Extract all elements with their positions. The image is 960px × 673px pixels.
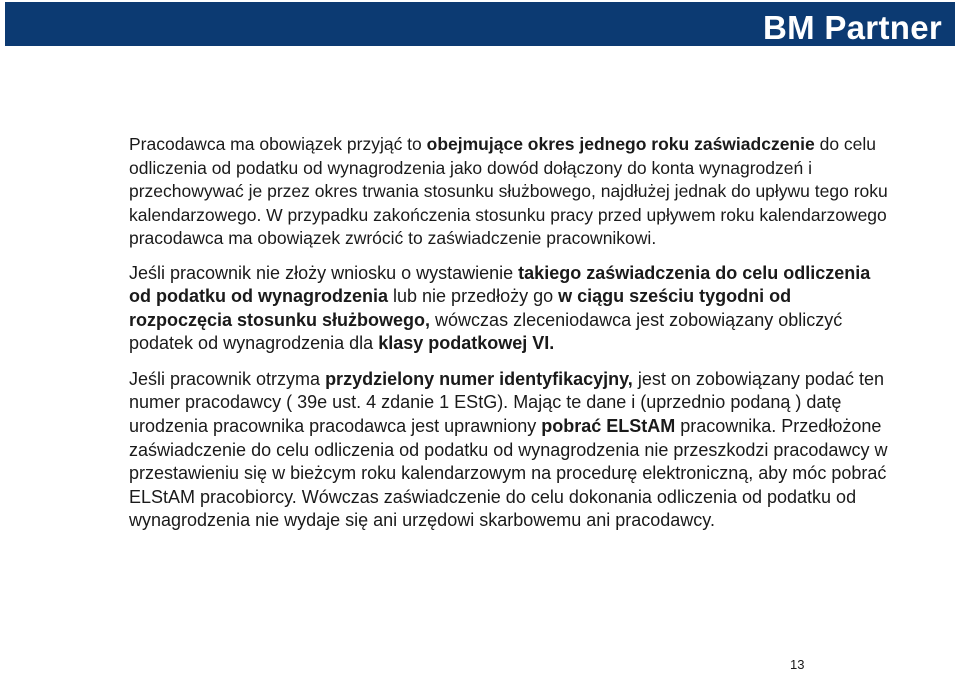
paragraph-1: [129, 133, 889, 251]
body-text: lub nie przedłoży go: [388, 286, 559, 307]
header-bar: [5, 2, 955, 46]
emphasis-text: klasy podatkowej VI.: [378, 333, 555, 354]
body-text: do celu odliczenia od podatku od wynagrodzenia jako dowód dołączony do konta wynagrodzeń i przechowywać je przez okres trwania stosunku służbowego, najdłużej jednak do upływu tego roku kalendarzowego. W przypadku zakończenia stosunku pracy przed upływem roku kalendarzowego pracodawca ma obowiązek zwrócić to zaświadczenie pracownikowi.: [129, 134, 888, 248]
body-text: Pracodawca ma obowiązek przyjąć to: [129, 134, 427, 154]
emphasis-text: przydzielony numer identyfikacyjny,: [325, 368, 633, 389]
emphasis-text: takiego zaświadczenia do celu odliczenia od podatku od wynagrodzenia: [129, 262, 871, 307]
body-text: Jeśli pracownik nie złoży wniosku o wystawienie: [129, 262, 519, 283]
body-text: jest on zobowiązany podać ten numer pracodawcy ( 39e ust. 4 zdanie 1 EStG). Mając te dane i (uprzednio podaną ) datę urodzenia pracownika pracodawca jest uprawniony: [129, 368, 884, 437]
slide-content: [129, 133, 889, 533]
body-text: wówczas zleceniodawca jest zobowiązany obliczyć podatek od wynagrodzenia dla: [129, 309, 843, 354]
page-number: 13: [790, 657, 805, 672]
body-text: pracownika. Przedłożone zaświadczenie do celu odliczenia od podatku od wynagrodzenia nie przeszkodzi pracodawcy w przestawieniu się w bieżcym roku kalendarzowym na procedurę elektroniczną, aby móc pobrać ELStAM pracobiorcy. Wówczas zaświadczenie do celu dokonania odliczenia od podatku od wynagrodzenia nie wydaje się ani urzędowi skarbowemu ani pracodawcy.: [129, 416, 888, 531]
paragraph-3: [129, 368, 889, 533]
brand-title: BM Partner: [762, 9, 942, 46]
emphasis-text: w ciągu sześciu tygodni od rozpoczęcia stosunku służbowego,: [129, 286, 792, 330]
emphasis-text: zaświadczenie: [694, 134, 815, 154]
emphasis-text: pobrać ELStAM: [541, 416, 676, 437]
body-text: Jeśli pracownik otrzyma: [129, 368, 326, 389]
emphasis-text: obejmujące okres jednego roku: [426, 134, 690, 154]
paragraph-2: [129, 262, 889, 356]
